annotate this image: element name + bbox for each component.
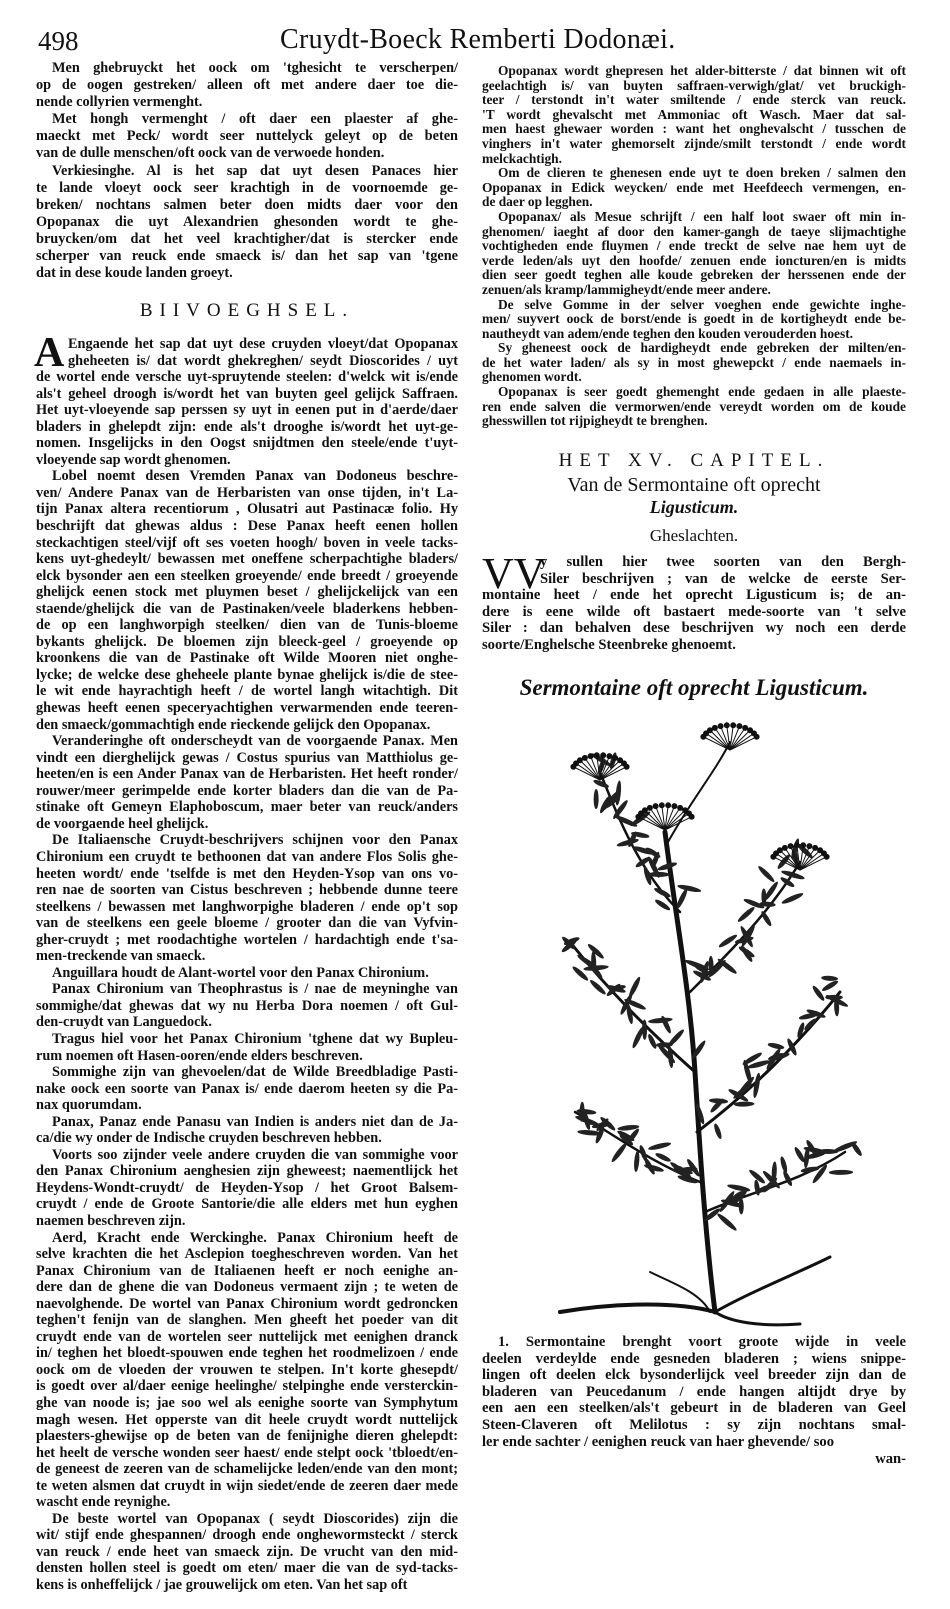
leaf-mark — [586, 942, 605, 960]
text-line: sommighe/dat ghewas dat wy nu Herba Dora noemen / oft Gul- — [36, 997, 458, 1014]
text-line: te weten alsmen dat cruydt in wijn siedet/ende de zeeren daer mede — [36, 1477, 458, 1494]
umbel-ray — [710, 730, 730, 750]
text-line: Opopanax wordt ghepresen het alder-bitterste / dat binnen wit oft — [498, 63, 906, 78]
flower-mark — [788, 844, 793, 849]
text-line: de het water laden/ als sy in most ghewepckt / ende naemaels in- — [482, 354, 906, 370]
running-title: Cruydt-Boeck Remberti Dodonæi. — [280, 24, 676, 55]
leaf-mark — [648, 1141, 672, 1151]
leaf-mark — [829, 1170, 853, 1175]
leaf-mark — [610, 1141, 628, 1163]
text-line: ghelijck eenen stock met pluymen beset / ghelijckelijck van een — [36, 584, 458, 601]
right-text-block-1 — [482, 64, 906, 429]
text-line: Lobel noemt desen Vremden Panax van Dodoneus beschre- — [52, 468, 458, 485]
text-line: Om de clieren te ghenesen ende uyt te doen breken / salmen den — [498, 165, 906, 181]
leaf-mark — [760, 910, 773, 927]
text-line: Heydens-Wondt-cruydt/ de Heyden-Ysop / het Groot Balsem- — [36, 1179, 458, 1196]
text-line: bykants ghelijck. De bloemen zijn bleeck-geel / groeyende op — [36, 633, 458, 650]
leaf-mark — [594, 789, 599, 809]
root — [715, 1312, 800, 1325]
plant-illustration — [500, 712, 890, 1332]
flower-mark — [642, 808, 647, 813]
flower-mark — [754, 734, 759, 739]
text-line: kroonkens die van de Pastinake oft Wilde Mooren niet onghe- — [36, 650, 458, 667]
leaf-mark — [736, 905, 756, 923]
text-line: naevolghende. De wortel van Panax Chironium wordt gedroncken — [36, 1295, 458, 1312]
text-line: teghen't fenijn van de slanghen. Men gheeft het poeder van dit — [36, 1312, 458, 1329]
paragraph — [36, 832, 458, 964]
leaf-mark — [627, 976, 642, 999]
text-line: vindt een diergheliјck gewas / Costus spurius van Matthiolus ge- — [36, 749, 458, 766]
text-line: de daer op legghen. — [482, 194, 593, 210]
text-line: Verkiesinghe. Al is het sap dat uyt desen Panaces hier — [52, 162, 458, 179]
text-line: kens is onheffelijck / jae grouwelijck om eten. Van het sap oft — [36, 1577, 408, 1594]
text-line: melckachtigh. — [482, 150, 562, 166]
text-line: dere is eene wilde oft bastaert mede-soorte van 't selve — [482, 603, 906, 620]
text-line: te lande vloeyt oock seer krachtigh in de voornoemde ge- — [36, 179, 458, 196]
flower-mark — [672, 804, 677, 809]
text-line: Men ghebruyckt het oock om 'tghesicht te verscherpen/ — [52, 60, 458, 76]
text-line: tijn Panax altera recentiorum , Olusatri aut Pastinacæ folio. Hy — [36, 501, 458, 518]
text-line: Panax, Panaz ende Panasu van Indien is anders niet dan de Ja- — [52, 1113, 458, 1130]
leaf-mark — [727, 1183, 751, 1193]
flower-mark — [718, 724, 723, 729]
text-line: men-treckende van smaeck. — [36, 948, 206, 965]
flower-mark — [707, 728, 712, 733]
flower-mark — [653, 804, 658, 809]
text-line: bladeren van Peucedanum / ende hangen altijdt drye by — [482, 1383, 906, 1400]
text-line: op de oogen gestreken/ alleen oft met andere daer toe die- — [36, 77, 458, 94]
root — [560, 1305, 715, 1313]
flower-mark — [689, 814, 694, 819]
text-line: zenuen/als kramp/lammigheydt/ende meer andere. — [482, 281, 771, 297]
text-line: staende/ghelijck die van de Pastinaken/veele bladerkens hebben- — [36, 600, 458, 617]
text-line: ghesswillen tot rijpigheydt te brenghen. — [482, 413, 708, 429]
text-line: Sommighe zijn van ghevoelen/dat de Wilde Breedbladige Pasti- — [52, 1064, 458, 1081]
text-line: vochtigheden ende fluymen / ende treckt de selve nae hem uyt de — [482, 238, 906, 254]
left-text-block-2 — [36, 336, 458, 1594]
text-line: steckachtigen steel/vijf oft ses voeten hoogh/ boven in veele tacks- — [36, 534, 458, 551]
flower-mark — [601, 753, 606, 758]
paragraph — [36, 733, 458, 832]
text-line: in/ teghen het bloedt-spouwen ende teghen het roodmelizoen / ende — [36, 1345, 458, 1362]
text-line: steelkens / bewassen met langhworpighe bladeren / ende op't sop — [36, 898, 458, 915]
text-line: heeten/en is een Ander Panax van de Herbaristen. Het heeft ronder/ — [36, 766, 458, 783]
text-line: cruydt ende van de wortelen seer nuttelijck met eenighen dranck — [36, 1328, 458, 1345]
text-line: de op een langhworpigh steelken/ dien van de Tunis-bloeme — [36, 617, 458, 634]
paragraph — [482, 64, 906, 166]
text-line: Steen-Claveren oft Melilotus : sy zijn nochtans smal- — [482, 1416, 906, 1433]
flower-mark — [724, 723, 729, 728]
text-line: vloeyende sap wordt ghenomen. — [36, 451, 231, 468]
text-line: den smaeck/gommachtigh ende rieckende gelijck den Opopanax. — [36, 716, 431, 733]
leaf-mark — [779, 1156, 788, 1174]
text-line: ren nae de soorten van Cistus beschreven ; hebbende dunne teere — [36, 882, 458, 899]
figure-caption: Sermontaine oft oprecht Ligusticum. — [519, 675, 869, 700]
text-line: den Panax Chironium aenghesien zijn gheweest; naementlijck het — [36, 1163, 458, 1180]
leaf-mark — [713, 1123, 723, 1140]
text-line: selve krachten die het Asclepion toegheschreven worden. Van het — [36, 1246, 458, 1263]
flower-mark — [777, 848, 782, 853]
chapter-heading: HET XV. CAPITEL. — [558, 450, 830, 471]
text-line: Panax Chironium van Theophrastus is / nae de meyninghe van — [52, 981, 458, 998]
section-heading-biivoeghsel: BIIVOEGHSEL. — [139, 300, 355, 321]
leaf-mark — [767, 1042, 785, 1050]
page-number: 498 — [38, 26, 79, 56]
paragraph — [482, 210, 906, 298]
text-line: De Italiaensche Cruydt-beschrijvers schijnen voor den Panax — [52, 832, 458, 849]
flower-mark — [813, 845, 818, 850]
text-line: heeten wordt/ ende 'tselfde is met den Heyden-Ysop van ons vo- — [36, 865, 458, 882]
text-line: breken/ nochtans salmen beter doen midts daer voor den — [36, 196, 458, 213]
text-line: Panax Chironium van de Italiaenen heeft er noch eenighe an- — [36, 1262, 458, 1279]
flower-mark — [731, 723, 736, 728]
leaf-mark — [757, 865, 776, 884]
paragraph — [36, 1147, 458, 1230]
umbel-ray — [580, 760, 600, 780]
text-line: Het uyt-vloeyende sap perssen sy uyt in eenen put in d'aerde/daer — [36, 402, 458, 419]
text-line: 1. Sermontaine brenght voort groote wijde in veele — [498, 1334, 906, 1350]
text-line: nax quorumdam. — [36, 1097, 142, 1114]
text-line: Chironium een cruydt te bethoonen dat van andere Flos Solis ghe- — [36, 848, 458, 865]
text-line: ghenomen wordt. — [482, 369, 582, 385]
leaf-mark — [675, 888, 689, 910]
umbel-ray — [645, 810, 665, 830]
flower-mark — [607, 754, 612, 759]
leaf-mark — [734, 1101, 755, 1107]
chapter-title-latin: Ligusticum. — [649, 497, 739, 517]
flower-mark — [737, 724, 742, 729]
text-line: dat in dese koude landen groeyt. — [36, 265, 233, 282]
text-line: den-cruydt van Languedock. — [36, 1014, 212, 1031]
text-line: 'T wordt ghevalscht met Ammoniac oft Wasch. Maer dat sal- — [482, 106, 906, 122]
flower-mark — [824, 854, 829, 859]
text-line: van de steelkens een geele bloeme / grooter dan die van Vyfvin- — [36, 915, 458, 932]
text-line: Siler : dan behalven dese beschrijven wy noch een derde — [482, 620, 906, 637]
text-line: ghewas heeft eenen speceryachtighen verwarmenden ende teeren- — [36, 700, 458, 717]
flower-mark — [577, 758, 582, 763]
text-line: ler ende sachter / eenighen reuck van haer ghevende/ soo — [482, 1433, 834, 1450]
flower-mark — [666, 803, 671, 808]
paragraph — [36, 981, 458, 1031]
paragraph — [36, 1114, 458, 1147]
leaf-mark — [821, 979, 839, 993]
flower-mark — [594, 753, 599, 758]
text-line: Veranderinghe oft onderscheydt van de voorgaende Panax. Men — [52, 733, 458, 750]
paragraph — [36, 60, 458, 111]
text-line: nende collyrien vermenght. — [36, 94, 203, 111]
flower-mark — [794, 843, 799, 848]
umbel-ray — [730, 730, 750, 750]
paragraph — [36, 1511, 458, 1594]
subheading-gheslachten: Gheslachten. — [649, 526, 739, 545]
text-line: Anguillara houdt de Alant-wortel voor den Panax Chironium. — [52, 964, 429, 981]
text-line: is goedt over al/daer eenige heelinghe/ stelpinghe ende versterckin- — [36, 1378, 458, 1395]
text-line: naemen beschreven zijn. — [36, 1212, 186, 1229]
text-line: Engaende het sap dat uyt dese cruyden vloeyt/dat Opopanax — [68, 336, 458, 352]
text-line: densten hollen steel is goedt om eten/ maer die van de syd-tacks- — [36, 1560, 458, 1577]
text-line: magh wesen. Het opperste van dit heele cruydt wordt nuttelijck — [36, 1411, 458, 1428]
text-line: stinake oft Gemeyn Elaphoboscum, maer beter van reuck/anders — [36, 799, 458, 816]
catchword: wan- — [875, 1451, 906, 1467]
flower-mark — [678, 805, 683, 810]
leaf-mark — [633, 1151, 640, 1173]
left-text-block-1 — [36, 60, 458, 282]
text-line: cruydt / ende de Groote Santorie/die alle elders met hun eyghen — [36, 1196, 458, 1213]
text-line: beschrijft dat ghewas aldus : Dese Panax heeft eenen hollen — [36, 518, 458, 535]
text-line: dere dan de ghene die van Dodoneus vermaent zijn ; te weten de — [36, 1279, 458, 1296]
leaf-mark — [716, 1212, 738, 1232]
drop-cap: VV — [482, 549, 546, 598]
flower-mark — [743, 725, 748, 730]
text-line: verde leden/als uyt den hoofde/ zenuen ende ioncturen/en is midts — [482, 252, 906, 268]
leaf-mark — [821, 975, 838, 981]
text-line: teer / terstondt in't water smiltende / ende sterck van reuck. — [482, 92, 906, 108]
text-line: geelachtigh is/ van buyten saffraen-verwigh/glat/ vet bruckigh- — [482, 77, 906, 93]
flower-mark — [647, 805, 652, 810]
text-line: Opopanax in Edick weycken/ ende met Heefdeech vermengen, en- — [482, 179, 906, 195]
text-line: gher-cruydt ; met roodachtighe wortelen / hardachtigh ende t'sa- — [36, 931, 458, 948]
text-line: lingen oft deelen elck bysonderlijck veel breeder zijn dan de — [482, 1367, 906, 1384]
text-line: soorte/Enghelsche Steenbreke ghenoemt. — [482, 636, 736, 653]
paragraph — [482, 549, 906, 654]
text-line: van reuck / ende heet van smaeck zijn. De vrucht van den mid- — [36, 1543, 458, 1560]
text-line: lycke; de welcke dese gheheele plante bynae ghelijck is/die de stee- — [36, 666, 458, 683]
leaf-mark — [811, 984, 826, 1002]
right-text-block-2 — [482, 549, 906, 654]
leaf-mark — [825, 995, 843, 1000]
text-line: ca/die wy onder de Indische cruyden beschreven hebben. — [36, 1130, 382, 1147]
paragraph — [36, 1230, 458, 1511]
text-line: nautheydt van adem/ende teghen den kouden verouderden hoest. — [482, 325, 854, 341]
drop-cap: A — [34, 330, 65, 376]
text-line: Siler beschrijven ; van de welcke de eerste Ser- — [540, 570, 906, 587]
flower-mark — [801, 843, 806, 848]
text-line: Aerd, Kracht ende Werckinghe. Panax Chironium heeft de — [52, 1229, 458, 1246]
text-line: vinghers in't water ghemorselt zijnde/smilt terstondt / ende wordt — [482, 135, 906, 151]
text-line: gheheeten is/ dat wordt ghekreghen/ seydt Dioscorides / uyt — [68, 352, 458, 369]
text-line: wit/ stijf ende ghespannen/ droogh ende onghewormsteckt / sterck — [36, 1527, 458, 1544]
flower-mark — [588, 754, 593, 759]
text-line: Opopanax is seer goedt ghemenght ende gedaen in alle plaeste- — [498, 384, 906, 400]
text-line: nomen. Insgelijcks in den Oogst snijdtmen den steele/ende t'uyt- — [36, 435, 458, 452]
text-line: ghe van noode is; jae soo wel als eenighe soorte van Symphytum — [36, 1395, 458, 1411]
text-line: dien seer goedt teghen alle koude gebreken der herssenen ende der — [482, 267, 906, 283]
text-line: kens uyt-ghedeylt/ bewassen met oneffene scherpachtighe bladers/ — [36, 551, 458, 568]
leaf-mark — [781, 891, 805, 905]
paragraph — [482, 341, 906, 385]
text-line: Voorts soo zijnder veele andere cruyden die van sommighe voor — [52, 1146, 458, 1163]
text-line: maeckt met Peck/ wordt seer nuttelyck geleyt op de beten — [36, 128, 458, 145]
flower-mark — [807, 844, 812, 849]
leaf-mark — [653, 886, 672, 899]
text-line: men/ suyvert oock de borst/ende is goedt in de kortigheydt ende be- — [482, 311, 906, 327]
flower-mark — [624, 764, 629, 769]
paragraph — [482, 166, 906, 210]
paragraph — [36, 965, 458, 982]
text-line: als't geheel droogh is/wordt het van buyten geel gelijck Saffraen. — [36, 385, 458, 402]
paragraph — [36, 336, 458, 468]
text-line: rum noemen oft Hasen-ooren/ende elders beschreven. — [36, 1047, 363, 1064]
flower-mark — [613, 755, 618, 760]
flower-mark — [782, 845, 787, 850]
text-line: Met hongh vermenght / oft daer een plaester af ghe- — [52, 111, 458, 128]
text-line: Opopanax die uyt Alexandrien ghesonden wordt te ghe- — [36, 213, 458, 230]
flower-mark — [712, 725, 717, 730]
text-line: Sy gheneest oock de hardigheydt ende gebreken der milten/en- — [498, 340, 906, 356]
text-line: de voorgaende heel ghelijck. — [36, 815, 209, 832]
text-line: wascht ende reynighe. — [36, 1494, 171, 1511]
flower-mark — [659, 803, 664, 808]
right-text-block-3 — [482, 1334, 906, 1450]
paragraph — [36, 111, 458, 162]
leaf-mark — [592, 778, 609, 789]
text-line: deelen verdeylde ende gesneden bladeren ; wiens snippe- — [482, 1350, 906, 1367]
paragraph — [482, 385, 906, 429]
text-line: de wortel ende versche uyt-spruytende steelen: d'welck wit is/ende — [36, 369, 458, 386]
text-line: ren ende salven die vermorwen/ende vereydt worden om de koude — [482, 398, 906, 414]
leaf-mark — [677, 883, 702, 893]
paragraph — [36, 163, 458, 283]
text-line: montaine heet / ende het oprecht Ligusticum is; de an- — [482, 587, 906, 604]
paragraph — [36, 1064, 458, 1114]
text-line: de geneest de zeeren van de schamelijcke leden/ende van den mont; — [36, 1461, 458, 1478]
text-line: elck bysonder aen een steelken groeyende/ ende breedt / groeyende — [36, 567, 458, 584]
text-line: scherper van reuck ende smaeck is/ dan het sap van 'tgene — [36, 248, 458, 265]
chapter-title: Van de Sermontaine oft oprecht — [567, 474, 821, 496]
text-line: een aen een steelken/als't gebeurt in de bladeren van Geel — [482, 1400, 906, 1417]
text-line: bruycken/om dat het veel krachtigher/dat is stercker ende — [36, 230, 458, 247]
leaf-mark — [648, 1017, 673, 1024]
text-line: het heelt de versche wonden seer haest/ ende stelpt oock 'tbloedt/en- — [36, 1444, 458, 1461]
text-line: ghenomen/ iaeght af door den kamer-gangh de taeye slijmachtighe — [482, 223, 906, 239]
leaf-mark — [638, 1144, 649, 1162]
flower-mark — [582, 755, 587, 760]
paragraph — [36, 1031, 458, 1064]
text-line: De beste wortel van Opopanax ( seydt Dioscorides) zijn die — [52, 1510, 458, 1527]
root — [715, 1257, 830, 1312]
text-line: Opopanax/ als Mesue schrijft / een half loot swaer oft min in- — [498, 208, 906, 224]
text-line: y sullen hier twee soorten van den Bergh- — [540, 554, 906, 570]
text-line: bladers in ghelepdt zijn: ende als't drooghe is/wordt het uyt-ge- — [36, 418, 458, 435]
text-line: oock om de vloeden der vrouwen te stelpen. In't korte ghesepdt/ — [36, 1361, 458, 1378]
paragraph — [36, 468, 458, 733]
branch — [668, 742, 730, 842]
text-line: plaesters-ghewijse op de beten van de fenijnighe dieren ghelepdt: — [36, 1428, 458, 1445]
text-line: van de dulle menschen/oft oock van de verwoede honden. — [36, 145, 385, 162]
paragraph — [482, 298, 906, 342]
paragraph — [482, 1334, 906, 1450]
plant-leaves — [560, 752, 863, 1233]
text-line: ven/ Andere Panax van de Herbaristen van onse tijden, in't La- — [36, 484, 458, 501]
text-line: Tragus hiel voor het Panax Chironium 'tghene dat wy Bupleu- — [52, 1030, 458, 1047]
text-line: men haest ghewaer worden : want het onghevalscht / tusschen de — [482, 121, 906, 137]
text-line: nake oock een soorte van Panax is/ ende daerom heeten sy die Pa- — [36, 1080, 458, 1097]
text-line: rouwer/meer gerimpelde ende korter bladers dan die van de Pa- — [36, 782, 458, 799]
text-line: De selve Gomme in der selver voeghen ende gewichte inghe- — [498, 296, 906, 312]
text-line: le wit ende hayrachtigh heeft / de wortel langh witachtigh. Dit — [36, 683, 458, 700]
